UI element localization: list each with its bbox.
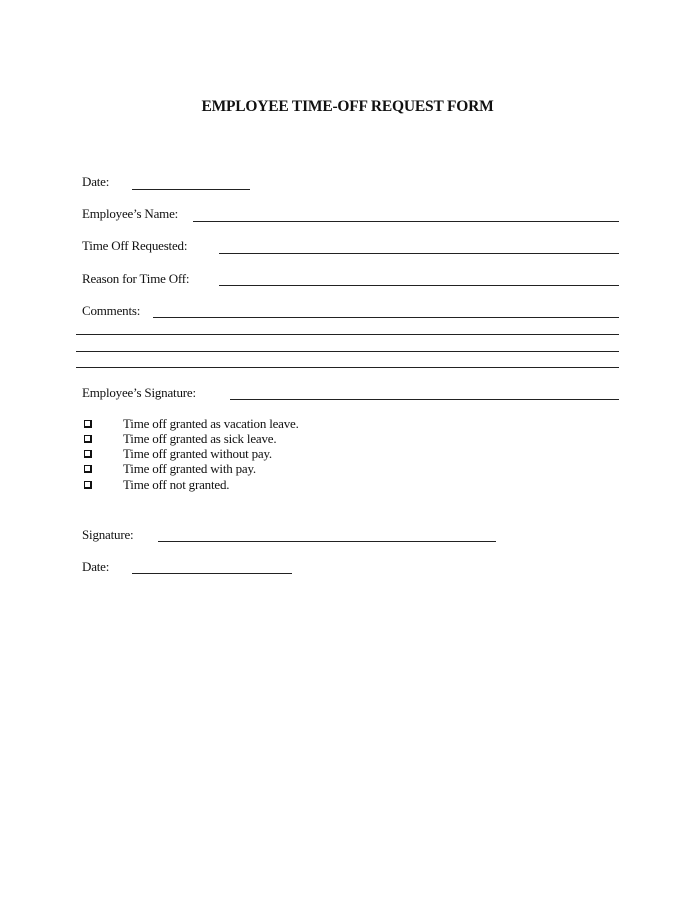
comments-label: Comments: [82, 303, 141, 318]
employee-signature-field[interactable] [230, 399, 619, 400]
date-label: Date: [82, 174, 110, 189]
option-without-pay-label: Time off granted without pay. [123, 446, 272, 461]
comments-field-line-3[interactable] [76, 351, 619, 352]
comments-field-line-4[interactable] [76, 367, 619, 368]
employee-name-field[interactable] [193, 221, 619, 222]
approval-date-label: Date: [82, 559, 110, 574]
employee-signature-label: Employee’s Signature: [82, 385, 196, 400]
approval-signature-field[interactable] [158, 541, 496, 542]
checkbox-vacation-leave[interactable] [84, 420, 92, 428]
date-field[interactable] [132, 189, 250, 190]
option-sick-leave-label: Time off granted as sick leave. [123, 431, 277, 446]
option-with-pay-label: Time off granted with pay. [123, 461, 256, 476]
reason-field[interactable] [219, 285, 619, 286]
comments-field-line-1[interactable] [153, 317, 619, 318]
checkbox-with-pay[interactable] [84, 465, 92, 473]
approval-date-field[interactable] [132, 573, 292, 574]
option-vacation-leave-label: Time off granted as vacation leave. [123, 416, 299, 431]
time-off-requested-label: Time Off Requested: [82, 238, 188, 253]
checkbox-not-granted[interactable] [84, 481, 92, 489]
checkbox-without-pay[interactable] [84, 450, 92, 458]
checkbox-sick-leave[interactable] [84, 435, 92, 443]
employee-name-label: Employee’s Name: [82, 206, 179, 221]
option-not-granted-label: Time off not granted. [123, 477, 230, 492]
form-title: EMPLOYEE TIME-OFF REQUEST FORM [201, 98, 494, 115]
comments-field-line-2[interactable] [76, 334, 619, 335]
approval-signature-label: Signature: [82, 527, 134, 542]
reason-label: Reason for Time Off: [82, 271, 190, 286]
time-off-requested-field[interactable] [219, 253, 619, 254]
